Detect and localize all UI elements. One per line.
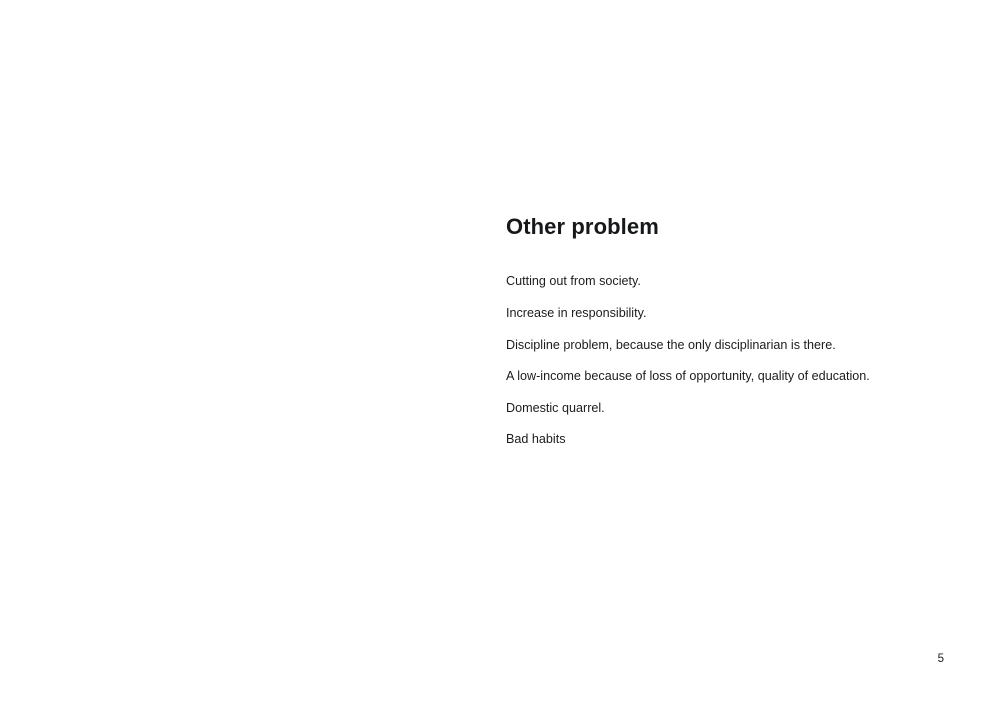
list-item: A low-income because of loss of opportunity, quality of education.	[506, 369, 870, 384]
list-item: Increase in responsibility.	[506, 306, 647, 320]
list-item: Domestic quarrel.	[506, 400, 605, 415]
page-number: 5	[937, 653, 944, 665]
list-item: Bad habits	[506, 432, 566, 447]
bullet-list	[506, 274, 936, 447]
list-item: Cutting out from society.	[506, 274, 641, 289]
list-item: Discipline problem, because the only disciplinarian is there.	[506, 337, 836, 352]
slide-content	[506, 214, 936, 448]
page-title: Other problem	[506, 214, 659, 239]
